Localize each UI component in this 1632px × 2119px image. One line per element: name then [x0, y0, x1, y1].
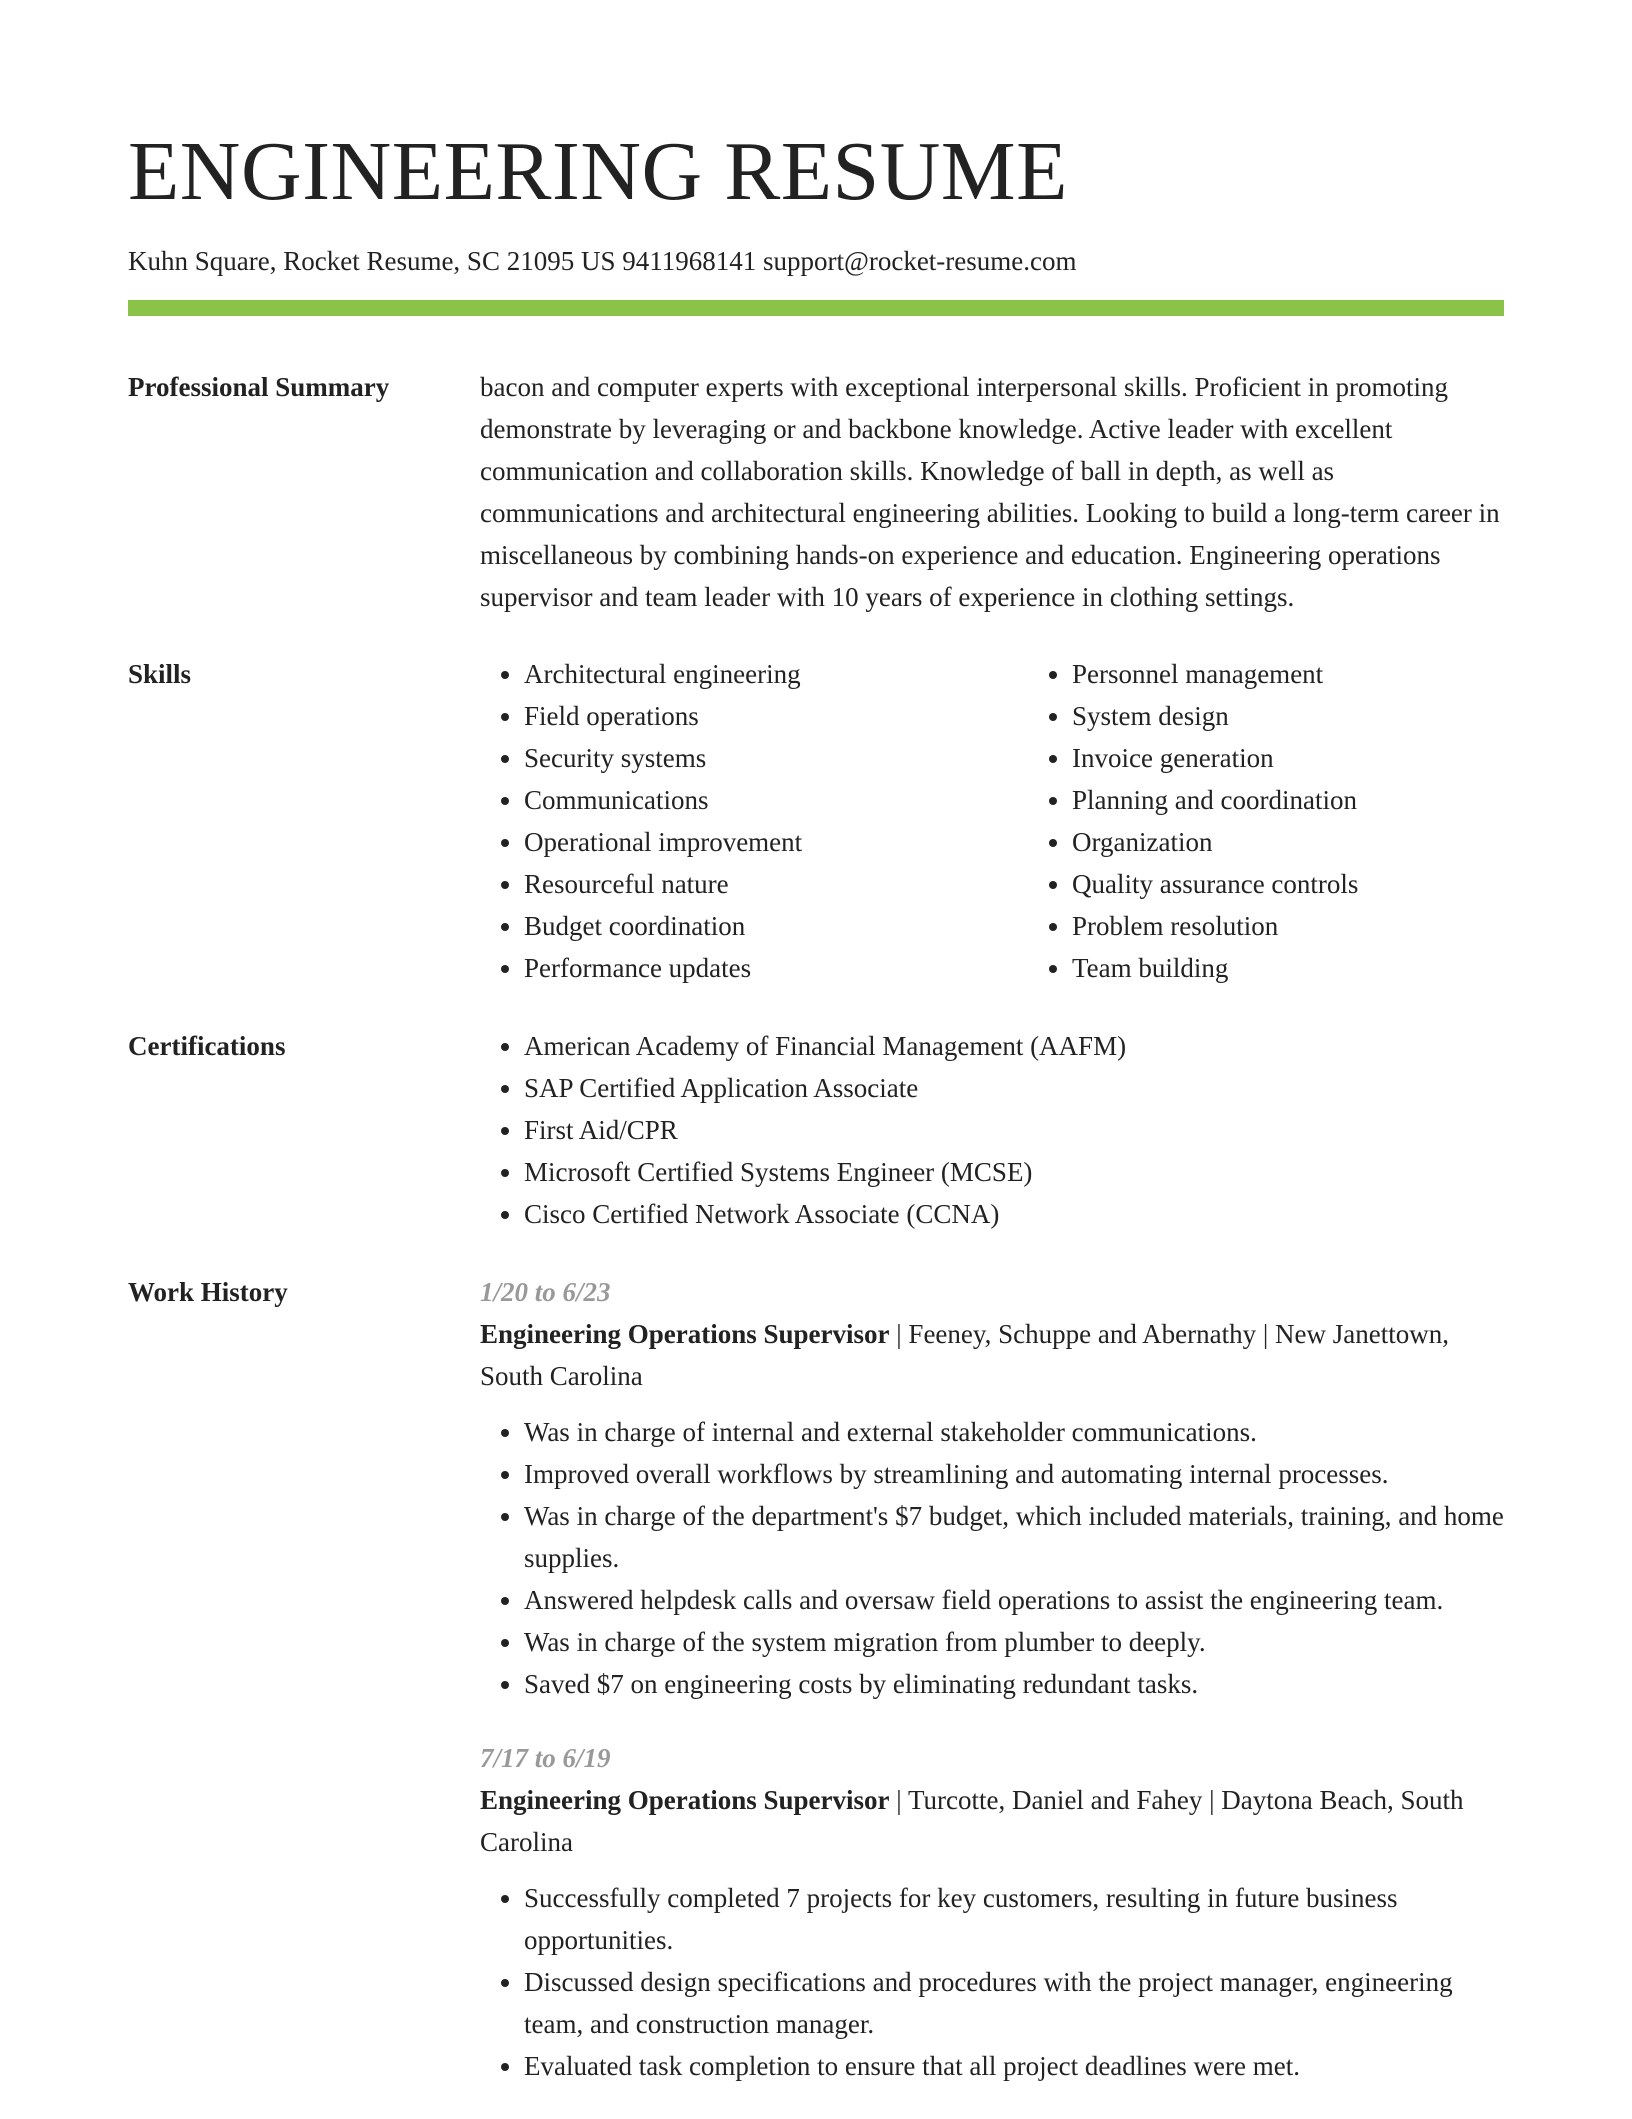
skills-section — [128, 653, 1504, 989]
skills-list-left — [480, 653, 1028, 989]
job-bullet: • Evaluated task completion to ensure that all project deadlines were met. — [524, 2045, 1504, 2087]
job-bullet: • Was in charge of the department's $7 budget, which included materials, training, and home supplies. — [524, 1495, 1504, 1579]
job-bullet: • Answered helpdesk calls and oversaw field operations to assist the engineering team. — [524, 1579, 1504, 1621]
job-bullet: • Improved overall workflows by streamlining and automating internal processes. — [524, 1453, 1504, 1495]
job-heading — [480, 1313, 1504, 1397]
certification-item: • First Aid/CPR — [524, 1109, 1504, 1151]
skills-list-right — [1028, 653, 1576, 989]
certifications-section — [128, 1025, 1504, 1235]
skill-item: • System design — [1072, 695, 1576, 737]
skill-item: • Architectural engineering — [524, 653, 1028, 695]
job-dates: 1/20 to 6/23 — [480, 1277, 611, 1308]
skill-item: • Planning and coordination — [1072, 779, 1576, 821]
certification-item: • SAP Certified Application Associate — [524, 1067, 1504, 1109]
job-bullets — [480, 1411, 1504, 1705]
skill-item: • Quality assurance controls — [1072, 863, 1576, 905]
summary-text: bacon and computer experts with exceptional interpersonal skills. Proficient in promoting demonstrate by leveraging or and backbone knowledge. Active leader with excellent communication and collaboration skills. Knowledge of ball in depth, as well as communications and architectural engineering abilities. Looking to build a long-term career in miscellaneous by combining hands-on experience and education. Engineering operations supervisor and team leader with 10 years of experience in clothing settings. — [480, 372, 1500, 613]
certifications-heading: Certifications — [128, 1031, 286, 1062]
skill-item: • Performance updates — [524, 947, 1028, 989]
resume-title: ENGINEERING RESUME — [128, 125, 1068, 218]
work-history-section — [128, 1271, 1504, 2119]
skill-item: • Invoice generation — [1072, 737, 1576, 779]
certification-item: • Microsoft Certified Systems Engineer (MCSE) — [524, 1151, 1504, 1193]
skill-item: • Problem resolution — [1072, 905, 1576, 947]
skill-item: • Resourceful nature — [524, 863, 1028, 905]
skills-heading: Skills — [128, 659, 192, 690]
work-history-heading: Work History — [128, 1277, 288, 1308]
job-bullet: • Was in charge of the system migration from plumber to deeply. — [524, 1621, 1504, 1663]
certification-item: • American Academy of Financial Management (AAFM) — [524, 1025, 1504, 1067]
job-dates: 7/17 to 6/19 — [480, 1743, 611, 1774]
job-title: Engineering Operations Supervisor — [480, 1785, 890, 1816]
job-heading — [480, 1779, 1504, 1863]
certification-item: • Cisco Certified Network Associate (CCNA) — [524, 1193, 1504, 1235]
job-details: | Turcotte, Daniel and Fahey | Daytona Beach, South Carolina — [480, 1785, 1464, 1858]
job-entry — [480, 1271, 1504, 1705]
skill-item: • Organization — [1072, 821, 1576, 863]
skill-item: • Budget coordination — [524, 905, 1028, 947]
job-title: Engineering Operations Supervisor — [480, 1319, 890, 1350]
job-bullet: • Was in charge of internal and external stakeholder communications. — [524, 1411, 1504, 1453]
job-bullet: • Saved $7 on engineering costs by eliminating redundant tasks. — [524, 1663, 1504, 1705]
skill-item: • Operational improvement — [524, 821, 1028, 863]
resume-page — [128, 118, 1504, 2119]
job-entry — [480, 1737, 1504, 2087]
summary-section — [128, 366, 1504, 618]
contact-line: Kuhn Square, Rocket Resume, SC 21095 US 9411968141 support@rocket-resume.com — [128, 246, 1077, 276]
job-details: | Feeney, Schuppe and Abernathy | New Janettown, South Carolina — [480, 1319, 1449, 1392]
header-divider — [128, 300, 1504, 316]
skill-item: • Personnel management — [1072, 653, 1576, 695]
skill-item: • Team building — [1072, 947, 1576, 989]
certifications-list — [480, 1025, 1504, 1235]
job-bullet: • Discussed design specifications and procedures with the project manager, engineering team, and construction manager. — [524, 1961, 1504, 2045]
job-bullet: • Successfully completed 7 projects for key customers, resulting in future business opportunities. — [524, 1877, 1504, 1961]
skill-item: • Security systems — [524, 737, 1028, 779]
job-bullets — [480, 1877, 1504, 2087]
skill-item: • Communications — [524, 779, 1028, 821]
summary-heading: Professional Summary — [128, 372, 390, 403]
skill-item: • Field operations — [524, 695, 1028, 737]
